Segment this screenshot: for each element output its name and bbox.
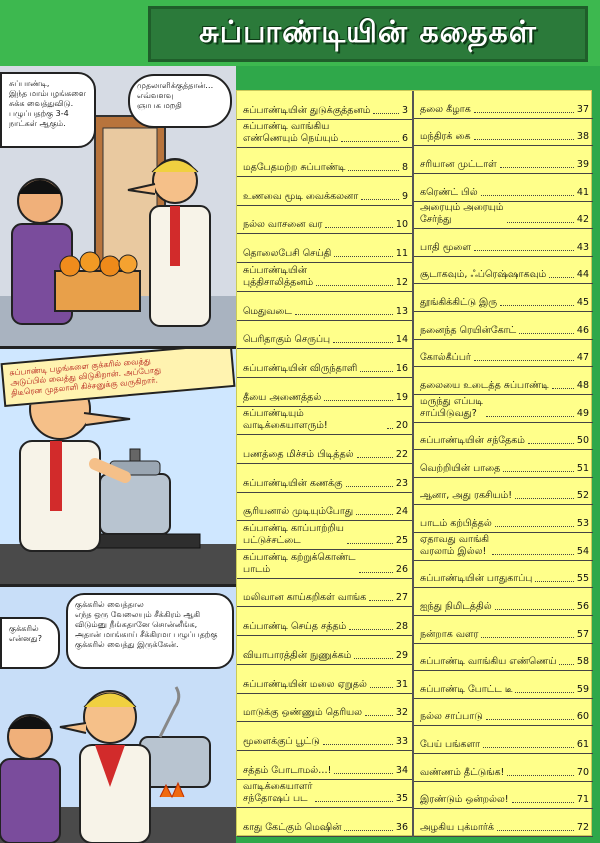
toc-entry-page: 35 [395,793,408,805]
toc-entry-title: வெற்றியின் பாதை [420,462,501,474]
toc-entry-title: சுப்பாண்டியும் வாடிக்கையாளரும்! [243,408,328,432]
toc-entry[interactable] [414,809,593,837]
toc-entry-title: மந்திரக் கை [420,131,471,143]
toc-entry-title: நன்றாக வளர [420,628,479,640]
toc-dot-leader [483,747,574,748]
toc-entry-title: சுப்பாண்டியின் புத்திசாலித்தனம் [243,264,314,288]
toc-entry[interactable] [414,533,593,561]
toc-entry-title: சுப்பாண்டி போட்ட டீ [420,683,513,695]
toc-entry[interactable] [414,726,593,754]
toc-entry-page: 49 [576,407,589,419]
toc-entry-page: 22 [395,448,408,460]
toc-entry-title: வியாபாரத்தின் நுணுக்கம் [243,649,352,661]
toc-entry-page: 39 [576,158,589,170]
toc-entry-title: பெரிதாகும் செருப்பு [243,334,331,346]
toc-dot-leader [325,227,392,228]
toc-dot-leader [486,719,574,720]
toc-entry-page: 6 [401,133,408,145]
toc-entry-title: சுப்பாண்டியின் சந்தேகம் [420,435,525,447]
toc-entry[interactable] [414,174,593,202]
toc-dot-leader [515,498,574,499]
toc-dot-leader [512,802,574,803]
toc-entry-title: சுப்பாண்டி கற்றுக்கொண்ட பாடம் [243,551,356,575]
toc-entry-title: சுப்பாண்டியின் கணக்கு [243,477,343,489]
toc-entry-title: வாடிக்கையாளர் சந்தோஷப் பட [243,781,313,805]
toc-dot-leader [341,141,399,142]
toc-entry-page: 47 [576,352,589,364]
toc-entry-page: 59 [576,683,589,695]
toc-entry[interactable] [414,340,593,368]
toc-dot-leader [486,416,574,417]
toc-entry-page: 42 [576,214,589,226]
toc-entry[interactable] [237,550,412,579]
toc-dot-leader [359,572,393,573]
toc-entry-title: வண்ணம் தீட்டுங்க! [420,766,505,778]
toc-entry-title: பாடம் கற்பித்தல் [420,518,492,530]
toc-entry-title: சூடாகவும், ஃப்ரெஷ்ஷாகவும் [420,269,547,281]
toc-entry-title: சுப்பாண்டி வாங்கிய எண்ணெய் [420,656,557,668]
toc-entry-title: கரெண்ட் பில் [420,186,478,198]
toc-dot-leader [360,371,393,372]
toc-dot-leader [507,775,574,776]
toc-dot-leader [344,830,393,831]
toc-dot-leader [295,314,393,315]
toc-entry-title: பணத்தை மிச்சம் பிடித்தல் [243,448,354,460]
toc-entry-title: சரியான முட்டாள் [420,158,497,170]
toc-entry-title: ஏதாவது வாங்கி வரலாம் இல்ல! [420,533,490,557]
toc-dot-leader [323,744,393,745]
toc-entry[interactable] [414,257,593,285]
toc-entry[interactable] [237,694,412,723]
toc-entry-title: தலையை உடைத்த சுப்பாண்டி [420,379,549,391]
toc-entry[interactable] [414,561,593,589]
toc-entry-title: பேய் பங்களா [420,739,480,751]
toc-entry-page: 61 [576,739,589,751]
comic-panel-1 [0,66,236,349]
toc-entry[interactable] [237,263,412,292]
toc-dot-leader [515,692,573,693]
toc-entry[interactable] [414,202,593,230]
toc-entry-page: 53 [576,518,589,530]
toc-entry-page: 46 [576,324,589,336]
toc-dot-leader [361,199,399,200]
toc-dot-leader [373,113,399,114]
toc-entry-page: 12 [395,276,408,288]
toc-entry[interactable] [237,722,412,751]
toc-dot-leader [549,277,574,278]
toc-entry-page: 58 [576,656,589,668]
toc-entry-title: சத்தம் போடாமல்…! [243,764,332,776]
toc-entry-page: 25 [395,535,408,547]
toc-entry-title: மாடுக்கு ஒண்ணும் தெரியல [243,707,363,719]
toc-entry[interactable] [237,665,412,694]
toc-entry[interactable] [237,607,412,636]
toc-entry-title: நல்ல வாசனை வர [243,219,323,231]
toc-entry-page: 14 [395,334,408,346]
toc-entry-title: சுப்பாண்டி காப்பாற்றிய பட்டுச்சட்டை [243,523,344,547]
toc-dot-leader [500,167,574,168]
toc-entry-page: 60 [576,711,589,723]
toc-entry[interactable] [237,120,412,149]
comic-panel-3 [0,587,236,843]
toc-entry[interactable] [237,464,412,493]
toc-column-left [237,91,414,837]
toc-entry[interactable] [237,435,412,464]
toc-entry[interactable] [237,321,412,350]
toc-entry-title: தலை கீழாக [420,103,471,115]
toc-entry-page: 34 [395,764,408,776]
toc-entry-title: சுப்பாண்டியின் விருந்தாளி [243,362,358,374]
toc-dot-leader [315,801,393,802]
toc-entry-page: 48 [576,379,589,391]
toc-entry-page: 43 [576,241,589,253]
toc-dot-leader [535,581,574,582]
toc-entry[interactable] [414,119,593,147]
toc-dot-leader [492,554,574,555]
toc-entry[interactable] [414,671,593,699]
toc-entry[interactable] [414,616,593,644]
toc-entry-title: சூரியனால் முடியும்போது [243,506,354,518]
toc-entry[interactable] [237,636,412,665]
toc-entry-page: 32 [395,707,408,719]
toc-entry[interactable] [414,699,593,727]
toc-dot-leader [559,664,573,665]
toc-entry[interactable] [237,407,412,436]
toc-dot-leader [357,457,393,458]
toc-entry[interactable] [414,782,593,810]
toc-dot-leader [552,388,574,389]
toc-entry-page: 31 [395,678,408,690]
toc-dot-leader [474,139,574,140]
toc-dot-leader [334,256,393,257]
toc-entry-title: உணவை மூடி வைக்கலனா [243,190,359,202]
toc-entry-page: 50 [576,435,589,447]
toc-entry[interactable] [237,579,412,608]
toc-dot-leader [387,428,393,429]
toc-entry-title: சுப்பாண்டியின் துடுக்குத்தனம் [243,104,371,116]
toc-entry[interactable] [414,91,593,119]
toc-entry[interactable] [237,234,412,263]
toc-dot-leader [500,305,574,306]
toc-entry-title: தூங்கிக்கிட்டு இரு [420,297,498,309]
toc-entry-page: 3 [401,104,408,116]
toc-entry-title: மதபேதமற்ற சுப்பாண்டி [243,162,346,174]
toc-dot-leader [503,471,574,472]
toc-dot-leader [316,285,393,286]
toc-dot-leader [354,658,393,659]
toc-entry[interactable] [237,349,412,378]
narration-caption: சுப்பாண்டி பழங்களை குக்கரில் வைத்து அடுப்பில் வைத்து விடுகிறான். அப்போது திடீரென முதலாளி கிச்சனுக்கு வருகிறார். [1,349,236,407]
toc-entry-page: 16 [395,362,408,374]
toc-dot-leader [348,170,399,171]
toc-dot-leader [507,222,574,223]
toc-entry[interactable] [237,206,412,235]
speech-bubble-answer: குக்கரில் வைத்தால எந்த ஒரு வேலையும் சீக்கிரம் ஆகி விடும்னு நீங்கதானே சொன்னீங்க, அதான் மாங்காய் சீக்கிரமா பழுப்பதற்கு குக்கரில் வைத்து இருக்கேன். [66,593,234,669]
toc-entry-page: 57 [576,628,589,640]
toc-entry-title: பாதி மூளை [420,241,471,253]
toc-entry-title: மூளைக்குப் பூட்டு [243,735,320,747]
toc-entry[interactable] [414,146,593,174]
toc-entry-title: நல்ல சாப்பாடு [420,711,483,723]
toc-entry[interactable] [237,378,412,407]
toc-entry-page: 72 [576,821,589,833]
toc-entry-title: நனைந்த ரெயின்கோட் [420,324,517,336]
toc-entry-page: 13 [395,305,408,317]
toc-dot-leader [497,830,574,831]
toc-entry-page: 29 [395,649,408,661]
comic-strip [0,66,236,843]
toc-dot-leader [495,526,574,527]
toc-entry-page: 36 [395,821,408,833]
toc-entry-title: காது கேட்கும் மெஷின் [243,821,342,833]
toc-dot-leader [365,715,393,716]
toc-entry[interactable] [237,780,412,809]
toc-entry[interactable] [237,493,412,522]
toc-entry-page: 38 [576,131,589,143]
toc-entry-page: 19 [395,391,408,403]
toc-entry-page: 54 [576,545,589,557]
toc-entry[interactable] [237,521,412,550]
comic-panel-2 [0,349,236,587]
toc-entry[interactable] [414,367,593,395]
toc-dot-leader [347,543,393,544]
toc-entry-page: 28 [395,621,408,633]
toc-entry-page: 41 [576,186,589,198]
toc-entry[interactable] [414,588,593,616]
toc-entry-page: 56 [576,600,589,612]
toc-entry-page: 70 [576,766,589,778]
toc-entry[interactable] [414,754,593,782]
toc-entry[interactable] [414,450,593,478]
speech-bubble-question: குக்கரில் என்னது? [0,617,60,669]
toc-entry[interactable] [414,644,593,672]
title-banner [148,6,588,62]
toc-entry[interactable] [414,395,593,423]
toc-entry-page: 8 [401,162,408,174]
toc-entry[interactable] [414,229,593,257]
toc-dot-leader [474,250,574,251]
toc-dot-leader [481,637,574,638]
toc-dot-leader [528,443,574,444]
toc-entry-page: 45 [576,297,589,309]
toc-dot-leader [495,609,574,610]
speech-bubble-owner: சுப்பாண்டி, இந்த மாம்பழங்களை சுக்க வைத்துவிடு. பழுப்பதற்கு 3-4 நாட்கள் ஆகும். [0,72,96,148]
toc-entry-title: சுப்பாண்டி வாங்கிய எண்ணெயும் நெய்யும் [243,121,339,145]
toc-entry[interactable] [237,91,412,120]
toc-entry-page: 71 [576,794,589,806]
toc-entry-title: ஐந்து நிமிடத்தில் [420,600,492,612]
toc-dot-leader [349,629,393,630]
toc-entry-page: 26 [395,563,408,575]
toc-entry-title: அரையும் அரையும் சேர்ந்து [420,202,504,226]
toc-entry[interactable] [237,292,412,321]
toc-entry[interactable] [237,148,412,177]
table-of-contents [236,90,592,836]
toc-dot-leader [334,773,392,774]
toc-entry[interactable] [414,312,593,340]
toc-entry-title: சுப்பாண்டியின் மலை ஏறுதல் [243,678,367,690]
toc-entry-title: சுப்பாண்டி செய்த சத்தம் [243,621,347,633]
toc-entry-page: 51 [576,462,589,474]
toc-dot-leader [474,360,574,361]
toc-entry-page: 52 [576,490,589,502]
toc-entry[interactable] [414,505,593,533]
page-title: சுப்பாண்டியின் கதைகள் [199,14,537,50]
toc-entry-title: மருந்து எப்படி சாப்பிடுவது? [420,395,483,419]
toc-entry-page: 9 [401,190,408,202]
toc-dot-leader [370,687,393,688]
toc-dot-leader [474,112,574,113]
toc-dot-leader [324,400,393,401]
toc-entry[interactable] [237,808,412,837]
toc-dot-leader [346,486,393,487]
toc-entry-page: 11 [395,248,408,260]
toc-entry-title: கோல்கீப்பர் [420,352,471,364]
toc-entry-page: 33 [395,735,408,747]
toc-dot-leader [333,342,393,343]
toc-dot-leader [519,333,574,334]
toc-entry[interactable] [237,177,412,206]
toc-entry[interactable] [237,751,412,780]
toc-entry-page: 37 [576,103,589,115]
toc-dot-leader [356,514,393,515]
toc-entry-title: மலிவான காய்கறிகள் வாங்க [243,592,367,604]
toc-entry-title: சுப்பாண்டியின் பாதுகாப்பு [420,573,533,585]
toc-entry-page: 10 [395,219,408,231]
toc-entry[interactable] [414,423,593,451]
toc-column-right [414,91,593,837]
thought-bubble-subbandi: முதலாளிக்குத்தான்… எவ்வளவு ஞாபக மறதி [128,74,232,128]
toc-dot-leader [481,195,574,196]
toc-entry-title: தீயை அணைத்தல் [243,391,322,403]
toc-entry-title: அழகிய புக்மார்க் [420,821,494,833]
toc-dot-leader [369,600,393,601]
toc-entry-title: ஆனா, அது ரகசியம்! [420,490,513,502]
toc-entry-page: 23 [395,477,408,489]
toc-entry[interactable] [414,478,593,506]
toc-entry-title: தொலைபேசி செய்தி [243,248,332,260]
toc-entry[interactable] [414,284,593,312]
toc-entry-page: 55 [576,573,589,585]
toc-entry-page: 24 [395,506,408,518]
toc-entry-title: இரண்டும் ஒன்றல்ல! [420,794,509,806]
toc-entry-title: மெதுவடை [243,305,292,317]
toc-entry-page: 44 [576,269,589,281]
toc-entry-page: 27 [395,592,408,604]
toc-entry-page: 20 [395,420,408,432]
